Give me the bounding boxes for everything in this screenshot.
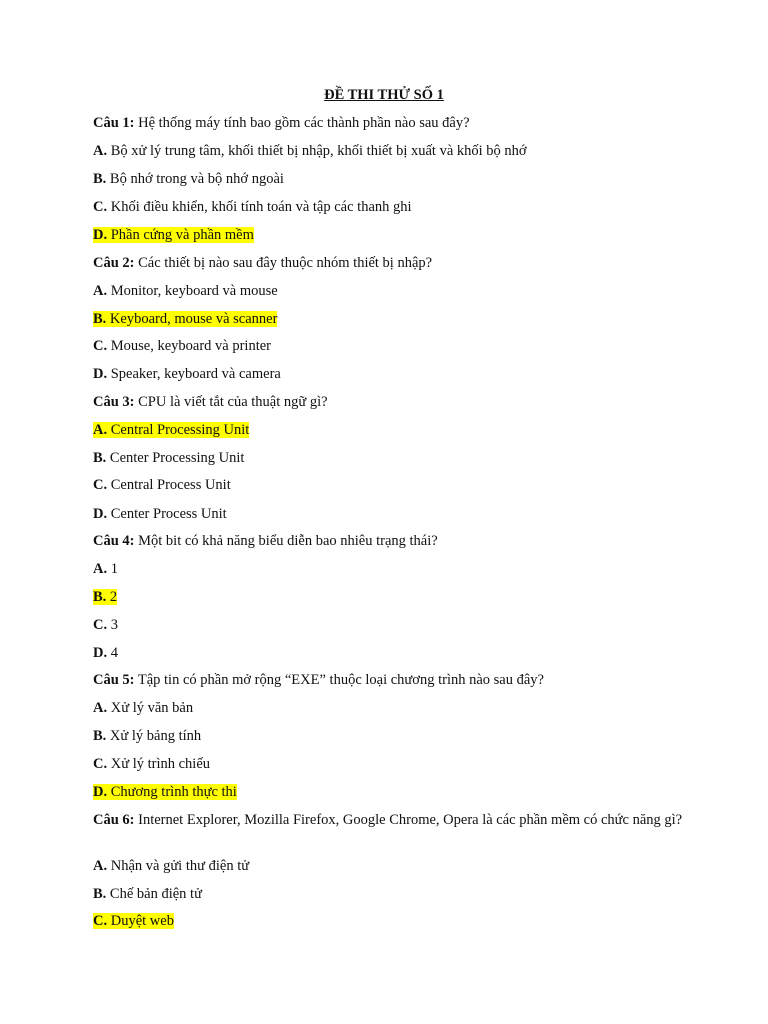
option-letter: B. (93, 450, 107, 466)
option-letter: C. (93, 199, 108, 215)
option-letter: A. (93, 283, 108, 299)
answer-highlight (93, 311, 277, 327)
question-text: Các thiết bị nào sau đây thuộc nhóm thiết bị nhập? (134, 255, 433, 271)
q4-option-c (93, 617, 703, 634)
question-1 (93, 115, 703, 132)
q3-option-c (93, 477, 703, 494)
question-4 (93, 533, 703, 550)
q3-option-b (93, 450, 703, 467)
question-label: Câu 1: (93, 115, 135, 131)
q2-option-c (93, 338, 703, 355)
option-text: Phần cứng và phần mềm (107, 227, 254, 243)
question-3 (93, 394, 703, 411)
q4-option-b-correct (93, 589, 703, 606)
question-text: Tập tin có phần mở rộng “EXE” thuộc loại chương trình nào sau đây? (134, 672, 544, 688)
option-letter: A. (93, 422, 108, 438)
option-text: Duyệt web (107, 913, 174, 929)
option-letter: B. (93, 886, 107, 902)
option-text: 1 (107, 561, 118, 577)
option-text: Bộ nhớ trong và bộ nhớ ngoài (106, 171, 284, 187)
q6-option-a (93, 858, 703, 875)
option-text: 4 (107, 645, 118, 661)
question-label: Câu 2: (93, 255, 135, 271)
question-2 (93, 255, 703, 272)
option-text: 3 (107, 617, 118, 633)
q2-option-d (93, 366, 703, 383)
option-text: Bộ xử lý trung tâm, khối thiết bị nhập, khối thiết bị xuất và khối bộ nhớ (107, 143, 527, 159)
q6-option-c-correct (93, 913, 703, 930)
question-text: CPU là viết tắt của thuật ngữ gì? (134, 394, 328, 410)
option-letter: A. (93, 858, 108, 874)
option-letter: D. (93, 784, 108, 800)
option-text: Khối điều khiển, khối tính toán và tập các thanh ghi (107, 199, 412, 215)
option-text: Chế bản điện tử (106, 886, 202, 902)
option-letter: C. (93, 756, 108, 772)
question-5 (93, 672, 703, 689)
q5-option-b (93, 728, 703, 745)
q5-option-a (93, 700, 703, 717)
option-letter: C. (93, 338, 108, 354)
option-text: Speaker, keyboard và camera (107, 366, 281, 382)
q1-option-d-correct (93, 227, 703, 244)
question-text: Hệ thống máy tính bao gồm các thành phần nào sau đây? (134, 115, 470, 131)
option-text: Xử lý văn bản (107, 700, 194, 716)
question-text: Internet Explorer, Mozilla Firefox, Google Chrome, Opera là các phần mềm có chức năng gì? (134, 812, 683, 828)
question-label: Câu 6: (93, 812, 135, 828)
q3-option-a-correct (93, 422, 703, 439)
answer-highlight (93, 913, 174, 929)
option-text: Xử lý trình chiếu (107, 756, 211, 772)
q2-option-a (93, 283, 703, 300)
option-letter: A. (93, 561, 108, 577)
option-text: Xử lý bảng tính (106, 728, 202, 744)
option-letter: C. (93, 617, 108, 633)
question-6 (93, 812, 703, 829)
question-label: Câu 4: (93, 533, 135, 549)
answer-highlight (93, 227, 254, 243)
option-letter: C. (93, 477, 108, 493)
option-letter: B. (93, 728, 107, 744)
option-letter: A. (93, 700, 108, 716)
option-letter: B. (93, 171, 107, 187)
option-text: Keyboard, mouse và scanner (106, 311, 278, 327)
q2-option-b-correct (93, 311, 703, 328)
option-text: Chương trình thực thi (107, 784, 237, 800)
question-text: Một bit có khả năng biểu diễn bao nhiêu trạng thái? (134, 533, 438, 549)
option-text: Center Process Unit (107, 506, 227, 522)
q4-option-d (93, 645, 703, 662)
option-letter: B. (93, 311, 107, 327)
option-text: Mouse, keyboard và printer (107, 338, 271, 354)
option-text: 2 (106, 589, 118, 605)
option-letter: C. (93, 913, 108, 929)
answer-highlight (93, 589, 117, 605)
q5-option-d-correct (93, 784, 703, 801)
answer-highlight (93, 422, 249, 438)
option-letter: D. (93, 506, 108, 522)
page-title: ĐỀ THI THỬ SỐ 1 (324, 87, 444, 103)
option-letter: D. (93, 227, 108, 243)
answer-highlight (93, 784, 237, 800)
option-text: Center Processing Unit (106, 450, 245, 466)
q1-option-a (93, 143, 703, 160)
option-text: Monitor, keyboard và mouse (107, 283, 278, 299)
option-text: Central Process Unit (107, 477, 231, 493)
option-text: Central Processing Unit (107, 422, 250, 438)
q3-option-d (93, 506, 703, 523)
q5-option-c (93, 756, 703, 773)
option-letter: A. (93, 143, 108, 159)
option-letter: D. (93, 366, 108, 382)
option-text: Nhận và gửi thư điện tử (107, 858, 250, 874)
q1-option-c (93, 199, 703, 216)
q1-option-b (93, 171, 703, 188)
q6-option-b (93, 886, 703, 903)
question-label: Câu 3: (93, 394, 135, 410)
option-letter: D. (93, 645, 108, 661)
question-label: Câu 5: (93, 672, 135, 688)
q4-option-a (93, 561, 703, 578)
option-letter: B. (93, 589, 107, 605)
